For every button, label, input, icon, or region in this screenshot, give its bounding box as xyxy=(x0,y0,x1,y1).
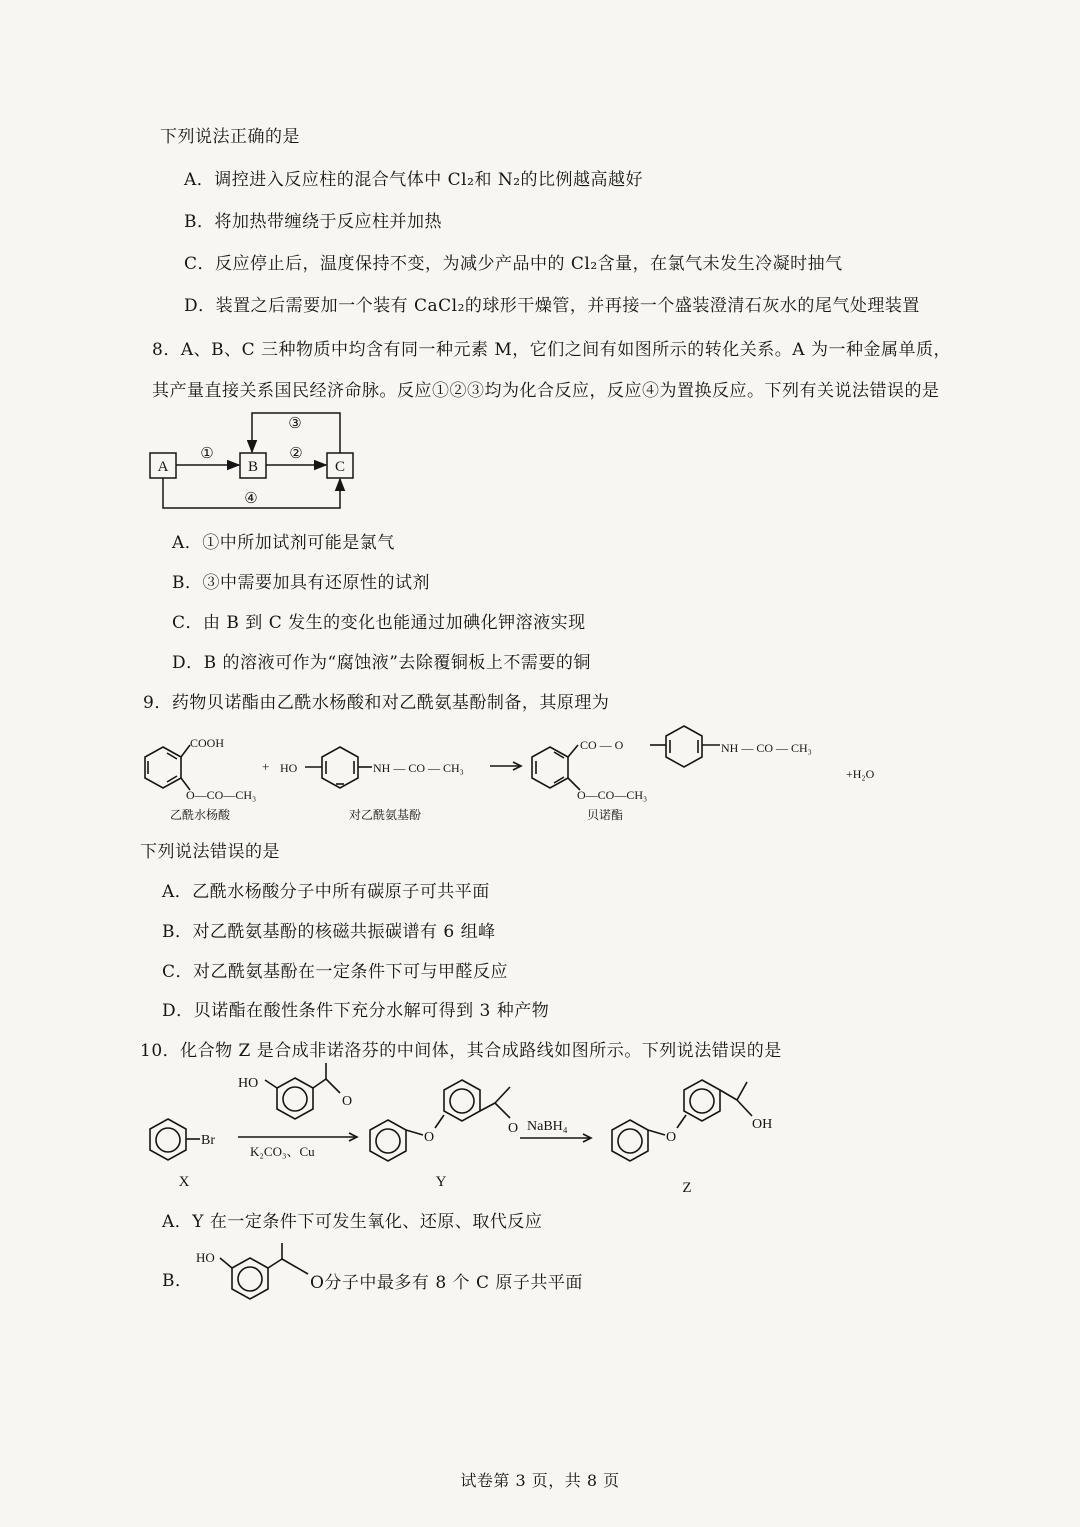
label-option-b-ho: HO xyxy=(196,1250,215,1265)
label-ho: HO xyxy=(280,761,298,775)
box-a-label: A xyxy=(157,459,169,475)
arrow-2-label: ② xyxy=(289,446,303,462)
label-y-ether-o: O xyxy=(424,1130,435,1145)
compound-label-y: Y xyxy=(435,1174,447,1190)
q7-option-b: B．将加热带缠绕于反应柱并加热 xyxy=(184,212,442,232)
arrow-3-label: ③ xyxy=(288,416,302,432)
q8-option-d: D．B 的溶液可作为“腐蚀液”去除覆铜板上不需要的铜 xyxy=(172,653,591,673)
page-footer: 试卷第 3 页，共 8 页 xyxy=(460,1471,620,1490)
q9-option-a: A．乙酰水杨酸分子中所有碳原子可共平面 xyxy=(162,882,490,902)
label-conditions: K₂CO₃、Cu xyxy=(250,1144,315,1159)
q9-option-b: B．对乙酰氨基酚的核磁共振碳谱有 6 组峰 xyxy=(162,922,496,942)
q7-option-d: D．装置之后需要加一个装有 CaCl₂的球形干燥管，并再接一个盛装澄清石灰水的尾气处理装置 xyxy=(184,296,920,316)
q8-option-a: A．①中所加试剂可能是氯气 xyxy=(172,533,395,553)
q7-option-c: C．反应停止后，温度保持不变，为减少产品中的 Cl₂含量，在氯气未发生冷凝时抽气 xyxy=(184,254,843,274)
bond-option-b-co xyxy=(282,1259,308,1274)
label-z-ether-o: O xyxy=(666,1130,677,1145)
bond-option-b-oh xyxy=(220,1258,232,1268)
label-o-co-ch3: O—CO—CH₃ xyxy=(186,788,257,802)
label-cooh: COOH xyxy=(190,736,225,750)
q7-stem: 下列说法正确的是 xyxy=(160,127,300,147)
label-z-oh: OH xyxy=(752,1117,773,1132)
compound-label-z: Z xyxy=(682,1180,692,1196)
q8-stem-line1: 8．A、B、C 三种物质中均含有同一种元素 M，它们之间有如图所示的转化关系。A 为一种金属单质， xyxy=(152,340,951,360)
q10-option-a: A．Y 在一定条件下可发生氧化、还原、取代反应 xyxy=(162,1212,543,1232)
q9-question: 下列说法错误的是 xyxy=(140,842,280,862)
label-plus: + xyxy=(262,759,270,774)
box-b-label: B xyxy=(247,459,259,475)
label-co-o: CO — O xyxy=(580,738,624,752)
q10-option-b-prefix: B． xyxy=(162,1271,193,1291)
name-acetylsalicylic-acid: 乙酰水杨酸 xyxy=(169,808,231,822)
q10-stem: 10．化合物 Z 是合成非诺洛芬的中间体，其合成路线如图所示。下列说法错误的是 xyxy=(140,1041,782,1061)
q9-option-c: C．对乙酰氨基酚在一定条件下可与甲醛反应 xyxy=(162,962,509,982)
name-acetaminophen: 对乙酰氨基酚 xyxy=(348,808,422,822)
label-reagent-o: O xyxy=(342,1094,353,1109)
label-br: Br xyxy=(201,1133,215,1148)
arrow-1-label: ① xyxy=(200,446,214,462)
label-nabh4: NaBH₄ xyxy=(527,1119,568,1134)
label-reagent-ho: HO xyxy=(238,1076,259,1091)
label-water: +H₂O xyxy=(846,767,875,781)
q10-option-b-text: O分子中最多有 8 个 C 原子共平面 xyxy=(310,1273,583,1293)
q8-option-c: C．由 B 到 C 发生的变化也能通过加碘化钾溶液实现 xyxy=(172,613,586,633)
q8-stem-line2: 其产量直接关系国民经济命脉。反应①②③均为化合反应，反应④为置换反应。下列有关说法错误的是 xyxy=(152,381,940,401)
q8-option-b: B．③中需要加具有还原性的试剂 xyxy=(172,573,430,593)
ring-option-b-inner xyxy=(238,1267,262,1291)
arrow-4-label: ④ xyxy=(244,491,258,507)
bond-option-b-acyl xyxy=(268,1259,282,1268)
label-o-co-ch3-product: O—CO—CH₃ xyxy=(577,788,648,802)
q7-option-a: A．调控进入反应柱的混合气体中 Cl₂和 N₂的比例越高越好 xyxy=(184,170,644,190)
label-nh-co-ch3-product: NH — CO — CH₃ xyxy=(721,741,812,755)
box-c-label: C xyxy=(334,459,346,475)
name-benorilate: 贝诺酯 xyxy=(586,808,624,822)
label-nh-co-ch3: NH — CO — CH₃ xyxy=(373,761,464,775)
q9-option-d: D．贝诺酯在酸性条件下充分水解可得到 3 种产物 xyxy=(162,1001,550,1021)
compound-label-x: X xyxy=(178,1174,190,1190)
label-y-ketone-o: O xyxy=(508,1121,519,1136)
q9-stem: 9．药物贝诺酯由乙酰水杨酸和对乙酰氨基酚制备，其原理为 xyxy=(143,693,610,713)
